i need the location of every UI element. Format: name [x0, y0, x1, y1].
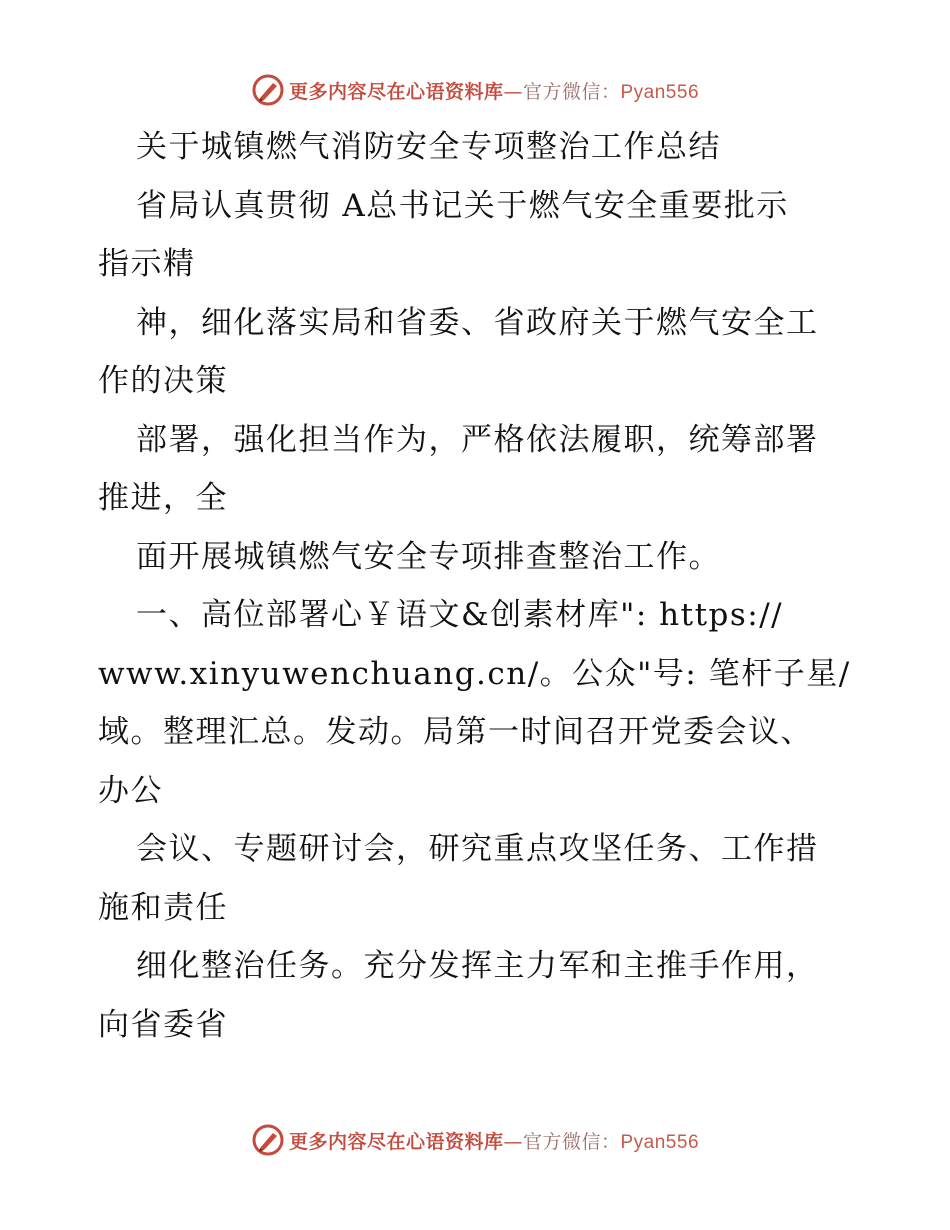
url-line: www.xinyuwenchuang.cn/。公众"号: 笔杆子星/: [98, 655, 851, 692]
paragraph-line: 作的决策: [98, 363, 228, 399]
paragraph-line: 部署，强化担当作为，严格依法履职，统筹部署: [136, 421, 819, 458]
paragraph-line: 细化整治任务。充分发挥主力军和主推手作用，: [136, 948, 819, 984]
paragraph-line: 指示精: [98, 246, 196, 282]
paragraph-line: 域。整理汇总。发动。局第一时间召开党委会议、: [98, 714, 813, 750]
footer-watermark-banner: [0, 1120, 950, 1160]
banner-text: 更多内容尽在心语资料库—官方微信：Pyan556: [288, 80, 700, 103]
pen-logo-icon: [251, 73, 285, 107]
banner-text: 更多内容尽在心语资料库—官方微信：Pyan556: [288, 1130, 700, 1153]
paragraph-line: 面开展城镇燃气安全专项排查整治工作。: [136, 538, 721, 575]
paragraph-line: 推进，全: [98, 480, 228, 516]
paragraph-line: 神，细化落实局和省委、省政府关于燃气安全工: [136, 304, 819, 341]
paragraph-line: 办公: [98, 772, 163, 809]
paragraph-line: 向省委省: [98, 1006, 228, 1043]
paragraph-line: 施和责任: [98, 889, 228, 926]
document-body: [98, 118, 858, 1054]
section-heading-line: 一、高位部署心￥语文&创素材库": https://: [136, 597, 784, 633]
paragraph-line: 会议、专题研讨会，研究重点攻坚任务、工作措: [136, 831, 819, 867]
document-title: 关于城镇燃气消防安全专项整治工作总结: [136, 129, 721, 165]
pen-logo-icon: [251, 1123, 285, 1157]
header-watermark-banner: [0, 70, 950, 110]
paragraph-line: 省局认真贯彻 A总书记关于燃气安全重要批示: [136, 187, 789, 224]
